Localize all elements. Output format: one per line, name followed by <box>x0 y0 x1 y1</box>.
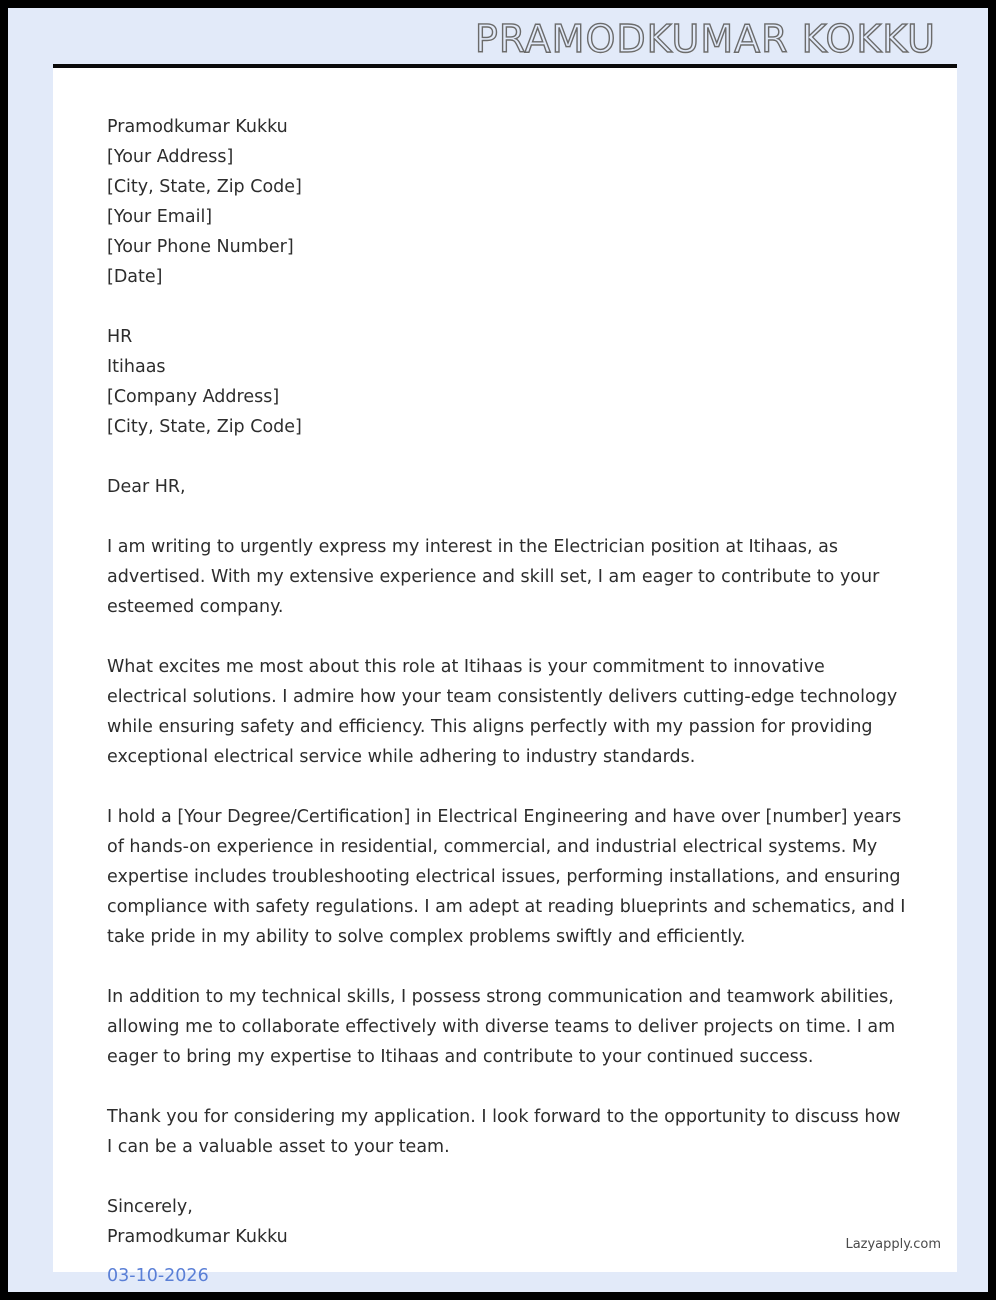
closing: Sincerely, <box>107 1197 193 1217</box>
sender-phone: [Your Phone Number] <box>107 237 294 257</box>
recipient-address-block <box>107 322 907 442</box>
sender-address: [Your Address] <box>107 147 234 167</box>
signature-name: Pramodkumar Kukku <box>107 1227 288 1247</box>
letter-paragraph: In addition to my technical skills, I possess strong communication and teamwork abilities, allowing me to collaborate effectively with diverse teams to deliver projects on time. I am eager to bring my expertise to Itihaas and contribute to your continued success. <box>107 987 896 1067</box>
recipient-city-state-zip: [City, State, Zip Code] <box>107 417 302 437</box>
recipient-address: [Company Address] <box>107 387 280 407</box>
signature-block <box>107 1192 907 1252</box>
page-title: PRAMODKUMAR KOKKU <box>474 17 936 61</box>
cover-letter-body <box>107 112 907 1272</box>
salutation: Dear HR, <box>107 477 186 497</box>
recipient-name: HR <box>107 327 133 347</box>
letter-date: [Date] <box>107 267 163 287</box>
letter-paragraph: Thank you for considering my application. I look forward to the opportunity to discuss how I can be a valuable asset to your team. <box>107 1107 901 1157</box>
sender-address-block <box>107 112 907 292</box>
recipient-company: Itihaas <box>107 357 166 377</box>
sender-email: [Your Email] <box>107 207 213 227</box>
sender-city-state-zip: [City, State, Zip Code] <box>107 177 302 197</box>
footer-date: 03-10-2026 <box>107 1266 209 1286</box>
watermark: Lazyapply.com <box>845 1237 941 1252</box>
document-header <box>16 16 980 62</box>
letter-sheet <box>53 64 957 1272</box>
letter-paragraph: I hold a [Your Degree/Certification] in Electrical Engineering and have over [number] years of hands-on experience in residential, commercial, and industrial electrical systems. My expertise includes troubleshooting electrical issues, performing installations, and ensuring compliance with safety regulations. I am adept at reading blueprints and schematics, and I take pride in my ability to solve complex problems swiftly and efficiently. <box>107 807 906 947</box>
letter-paragraph: I am writing to urgently express my interest in the Electrician position at Itihaas, as advertised. With my extensive experience and skill set, I am eager to contribute to your esteemed company. <box>107 537 880 617</box>
letter-paragraph: What excites me most about this role at Itihaas is your commitment to innovative electrical solutions. I admire how your team consistently delivers cutting-edge technology while ensuring safety and efficiency. This aligns perfectly with my passion for providing exceptional electrical service while adhering to industry standards. <box>107 657 898 767</box>
sender-name: Pramodkumar Kukku <box>107 117 288 137</box>
